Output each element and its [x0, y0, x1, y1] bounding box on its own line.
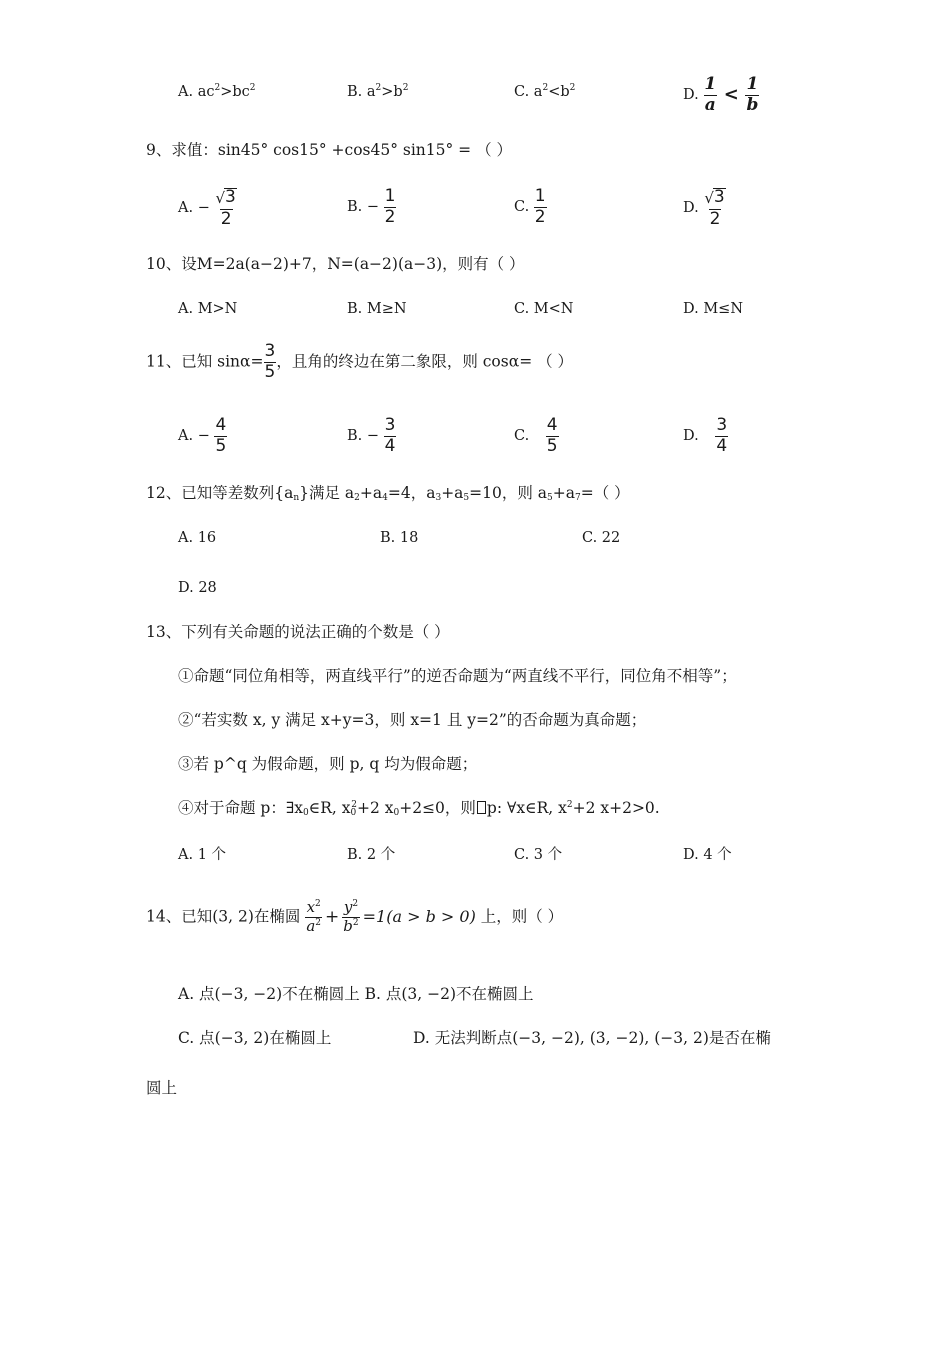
- fraction: $\frac{1}{2}$: [534, 186, 546, 227]
- fraction: $\frac{3}{4}$: [716, 415, 728, 456]
- q8-option-b: B. $a^2>b^2$: [347, 83, 409, 100]
- fraction: √ 3 2: [704, 187, 725, 229]
- negation-box-glyph: [477, 801, 486, 814]
- q14-option-d-continued: 圆上: [146, 1079, 178, 1097]
- fraction: $\frac{4}{5}$: [546, 415, 558, 456]
- ellipse-equation: $\frac{x^2}{a^2}$ + $\frac{y^2}{b^2}$ =1(a > b > 0): [306, 898, 476, 935]
- q10-option-c: C. M<N: [514, 301, 574, 317]
- fraction: $\frac{3}{4}$: [384, 415, 396, 456]
- q13-item-2: ②“若实数 x, y 满足 x+y=3，则 x=1 且 y=2”的否命题为真命题；: [178, 711, 647, 729]
- q9-option-c: C. $\frac{1}{2}$: [514, 186, 546, 227]
- q9-option-a: A. − √ 3 2: [178, 187, 236, 229]
- q11-option-d: D. $\frac{3}{4}$: [683, 415, 728, 456]
- q10-option-d: D. M≤N: [683, 301, 744, 317]
- q14-stem: 14、已知(3, 2)在椭圆 $\frac{x^2}{a^2}$ + $\frac{y^2}{b^2}$ =1(a > b > 0) 上，则（ ）: [146, 898, 564, 935]
- q11-option-b: B. − $\frac{3}{4}$: [347, 415, 396, 456]
- q13-item-3: ③若 p^q 为假命题，则 p, q 均为假命题；: [178, 755, 478, 773]
- q13-option-d: D. 4 个: [683, 847, 732, 863]
- fraction: $\frac{1}{a}$: [704, 74, 717, 115]
- q11-option-a: A. − $\frac{4}{5}$: [178, 415, 227, 456]
- q8-option-c: C. $a^2<b^2$: [514, 83, 576, 100]
- fraction: $\frac{1}{b}$: [746, 74, 759, 115]
- q12-stem: 12、已知等差数列$\{a_n\}$满足 $a_2+a_4=4$，$a_3+a_5=10$，则 $a_5+a_7=$（ ）: [146, 484, 630, 503]
- q13-option-b: B. 2 个: [347, 847, 396, 863]
- q12-option-b: B. 18: [380, 530, 419, 546]
- q13-option-a: A. 1 个: [178, 847, 227, 863]
- q8-option-d: D. $\frac{1}{a}$ < $\frac{1}{b}$: [683, 74, 759, 115]
- q11-option-c: C. $\frac{4}{5}$: [514, 415, 558, 456]
- q10-option-b: B. M≥N: [347, 301, 407, 317]
- q13-item-4: ④对于命题 p：$\exists x_0\in R$, $x_0^2+2$ $x_0+2\le 0$，则 p: ∀x∈R, $x^2+2$ x+2>0.: [178, 799, 660, 818]
- q13-item-1: ①命题“同位角相等，两直线平行”的逆否命题为“两直线不平行，同位角不相等”；: [178, 667, 737, 685]
- q12-option-a: A. 16: [178, 530, 217, 546]
- q9-option-d: D. √ 3 2: [683, 187, 725, 229]
- q13-stem: 13、下列有关命题的说法正确的个数是（ ）: [146, 623, 450, 641]
- q10-option-a: A. M>N: [178, 301, 238, 317]
- q9-stem: 9、求值：sin45° cos15° +cos45° sin15° = （ ）: [146, 141, 513, 159]
- q14-option-ab: A. 点(−3, −2)不在椭圆上 B. 点(3, −2)不在椭圆上: [178, 985, 534, 1003]
- q14-option-c: C. 点(−3, 2)在椭圆上: [178, 1029, 332, 1047]
- q14-option-d: D. 无法判断点(−3, −2), (3, −2), (−3, 2)是否在椭: [413, 1029, 771, 1047]
- q12-option-d: D. 28: [178, 580, 217, 596]
- q9-option-b: B. − $\frac{1}{2}$: [347, 186, 396, 227]
- q10-stem: 10、设M=2a(a−2)+7，N=(a−2)(a−3)，则有（ ）: [146, 255, 525, 273]
- fraction: $\frac{1}{2}$: [384, 186, 396, 227]
- q13-option-c: C. 3 个: [514, 847, 563, 863]
- q8-option-a: A. $ac^2>bc^2$: [178, 83, 256, 100]
- q12-option-c: C. 22: [582, 530, 621, 546]
- fraction: √ 3 2: [215, 187, 236, 229]
- q11-stem: 11、已知 sinα= $\frac{3}{5}$ ，且角的终边在第二象限，则 cosα= （ ）: [146, 341, 574, 382]
- fraction: $\frac{3}{5}$: [264, 341, 276, 382]
- fraction: $\frac{4}{5}$: [215, 415, 227, 456]
